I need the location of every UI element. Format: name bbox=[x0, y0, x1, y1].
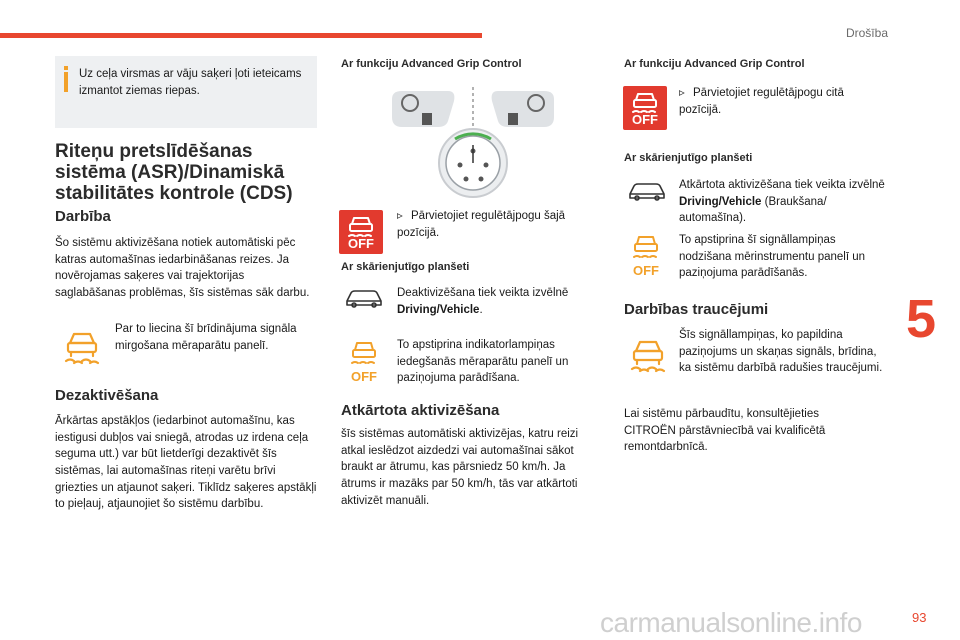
dezaktivesana-text: Ārkārtas apstākļos (iedarbinot automašīnu, kas iestigusi dubļos vai sniegā, atrodas uz irdena ceļa seguma utt.) var būt lietderīgi dezaktivēt šīs sistēmas, lai automašīnas riteņi varētu brīvi griezties un atjaunot saķeri. Tiklīdz saķeres apstākļi to pieļauj, atjaunojiet šo sistēmu darbību. bbox=[55, 415, 317, 511]
esp-off-orange-icon-col3 bbox=[626, 232, 666, 278]
chapter-number: 5 bbox=[906, 289, 937, 349]
touch-heading-col3: Ar skārienjutīgo planšeti bbox=[624, 152, 753, 164]
esp-off-orange-icon bbox=[344, 338, 384, 384]
confirm-text-col3: To apstiprina šī signāllampiņas nodzišana mērinstrumentu panelī un paziņojuma parādīšanās. bbox=[679, 234, 866, 280]
agc-heading-col2: Ar funkciju Advanced Grip Control bbox=[341, 58, 522, 70]
car-outline-icon-col3 bbox=[626, 180, 668, 202]
deakt-text-col2: Deaktivizēšana tiek veikta izvēlnē Driving/Vehicle. bbox=[397, 287, 569, 316]
off-label-col3: OFF bbox=[632, 112, 658, 127]
reaktivizesana-text: šīs sistēmas automātiski aktivizējas, katru reizi atkal ieslēdzot aizdedzi vai automašīnai sākot braukt ar ātrumu, kas pārsniedz 50 km/h. Ja ātrums ir mazāks par 50 km/h, tās var atkārtoti aktivizēt manuāli. bbox=[341, 428, 579, 507]
info-icon bbox=[64, 66, 68, 92]
esp-fault-icon bbox=[626, 333, 670, 377]
darbiba-text: Šo sistēmu aktivizēšana notiek automātiski pēc katras automašīnas iedarbināšanas reizes. Ja novērojamas saķeres vai trajektorijas saglabāšanas problēmas, šīs sistēmas sāk darbu. bbox=[55, 237, 310, 300]
fault-text: Šīs signāllampiņas, ko papildina paziņojums un skaņas signāls, brīdina, ka sistēmu darbībā radušies traucējumi. bbox=[679, 329, 883, 375]
page-number: 93 bbox=[912, 610, 927, 625]
heading-reaktivizesana: Atkārtota aktivizēšana bbox=[341, 402, 500, 419]
info-note bbox=[55, 56, 317, 128]
instr-col2-text: Pārvietojiet regulētājpogu šajā pozīcijā. bbox=[397, 210, 566, 239]
header-accent-bar bbox=[0, 33, 482, 38]
warning-text: Par to liecina šī brīdinājuma signāla mirgošana mēraparātu panelī. bbox=[115, 323, 297, 352]
instr-col2: ▹ Pārvietojiet regulētājpogu šajā pozīcijā. bbox=[397, 210, 566, 239]
instr-col3-text: Pārvietojiet regulētājpogu citā pozīcijā. bbox=[679, 87, 844, 116]
heading-dezaktivesana: Dezaktivēšana bbox=[55, 387, 159, 404]
touch-heading-col2: Ar skārienjutīgo planšeti bbox=[341, 261, 470, 273]
grip-control-dial-illustration bbox=[388, 85, 558, 200]
react-text-col3: Atkārtota aktivizēšana tiek veikta izvēlnē Driving/Vehicle (Braukšana/ automašīna). bbox=[679, 179, 885, 225]
heading-darbibas-traucejumi: Darbības traucējumi bbox=[624, 301, 769, 318]
svg-text:OFF: OFF bbox=[633, 263, 659, 278]
page-title: Riteņu pretslīdēšanas sistēma (ASR)/Dinamiskā stabilitātes kontrole (CDS) bbox=[55, 141, 293, 204]
section-title: Drošība bbox=[845, 26, 888, 40]
svg-text:OFF: OFF bbox=[351, 369, 377, 384]
check-text: Lai sistēmu pārbaudītu, konsultējieties CITROËN pārstāvniecībā vai kvalificētā remontdarbnīcā. bbox=[624, 408, 826, 454]
off-label: OFF bbox=[348, 236, 374, 251]
watermark: carmanualsonline.info bbox=[600, 607, 862, 638]
car-outline-icon bbox=[343, 287, 385, 309]
esp-warning-icon bbox=[60, 325, 104, 369]
note-text: Uz ceļa virsmas ar vāju saķeri ļoti ieteicams izmantot ziemas riepas. bbox=[79, 68, 302, 97]
agc-heading-col3: Ar funkciju Advanced Grip Control bbox=[624, 58, 805, 70]
instr-col3: ▹ Pārvietojiet regulētājpogu citā pozīcijā. bbox=[679, 87, 844, 116]
heading-darbiba: Darbība bbox=[55, 208, 111, 225]
confirm-text-col2: To apstiprina indikatorlampiņas iedegšanās mēraparātu panelī un paziņojuma parādīšana. bbox=[397, 339, 569, 385]
